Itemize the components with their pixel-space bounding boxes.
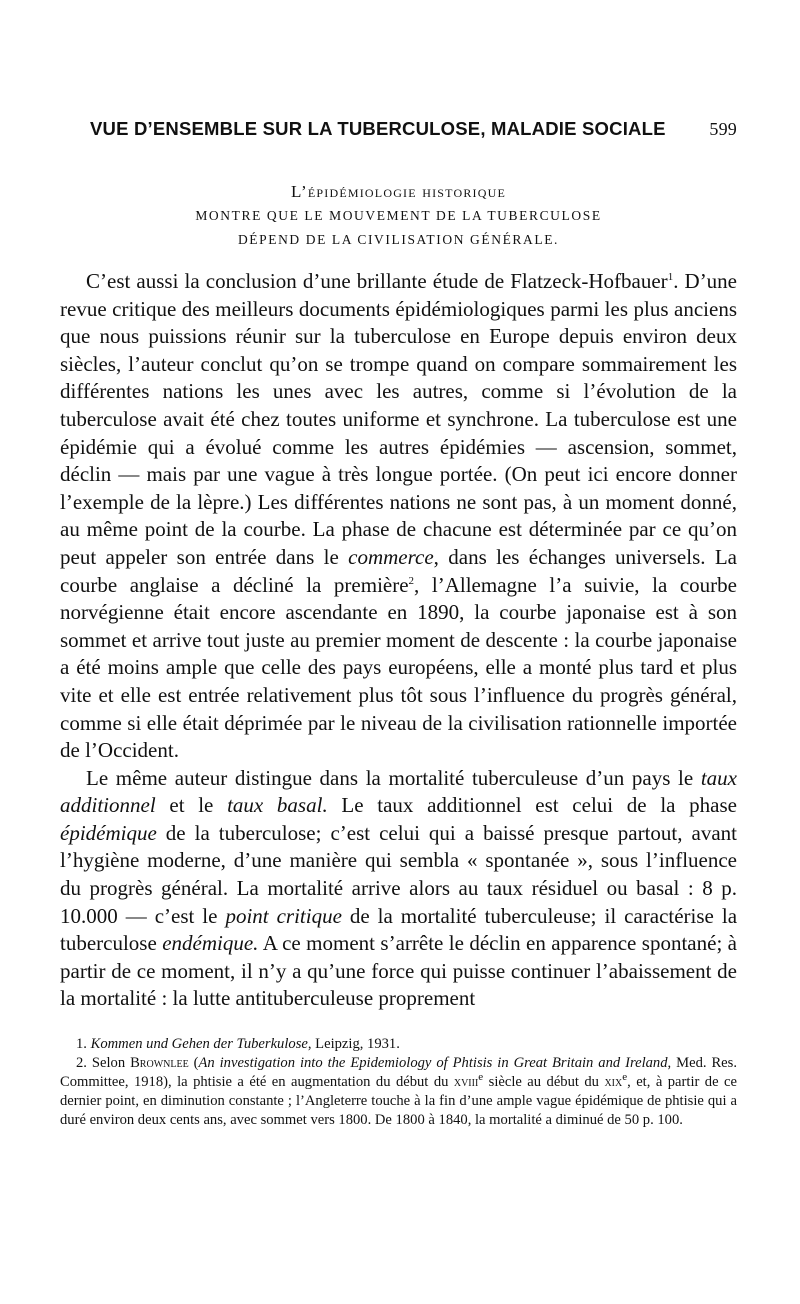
footnote-2-title: An investigation into the Epidemiology of Phtisis in Great Britain and Ireland [198,1055,668,1072]
paragraph-2-text-f: A ce moment s’arrête le déclin en apparence spontané; à partir de ce moment, il n’y a qu’une force qui puisse continuer l’abaissement de la mortalité : la lutte antituberculeuse proprement [60,931,738,1011]
emphasis-epidemique: épidémique [60,820,157,845]
section-heading [60,180,737,252]
emphasis-taux-additionnel: taux additionnel [60,765,737,818]
paragraph-1-text-c: , dans les échanges universels. La courbe anglaise a décliné la première [60,544,737,597]
emphasis-commerce: commerce [348,544,434,569]
footnote-ref-2: 2 [408,574,415,587]
footnote-1-title: Kommen und Gehen der Tuberkulose [90,1036,308,1053]
footnote-1-number: 1. [76,1036,87,1053]
paragraph-1 [60,268,737,765]
footnote-2-text-e: , et, à partir de ce dernier point, en diminution constante ; l’Angleterre touche à la fin d’une ample vague épidémique de phtisie qui a duré environ deux cents ans, avec sommet vers 1800. De 1800 à 1840, la mortalité a diminué de 50 p. 100. [60,1074,737,1129]
footnotes [60,1035,737,1130]
paragraph-2 [60,765,737,1013]
footnote-2-text-c: , Med. Res. Committee, 1918), la phtisie a été en augmentation du début du [60,1055,737,1091]
footnote-2-century-2-sup: e [622,1071,628,1084]
footnote-2 [60,1054,737,1130]
paragraph-1-text-b: . D’une revue critique des meilleurs documents épidémiologiques parmi les plus anciens que nous puissions réunir sur la tuberculose en Europe depuis environ deux siècles, l’auteur conclut qu’on se trompe quand on compare sommairement les différentes nations les unes avec les autres, comme si l’évolution de la tuberculose avait été chez toutes uniforme et synchrone. La tuberculose est une épidémie qui a évolué comme les autres épidémies — ascension, sommet, déclin — mais par une vague à très longue portée. (On peut ici encore donner l’exemple de la lèpre.) Les différentes nations ne sont pas, à un moment donné, au même point de la courbe. La phase de chacune est déterminée par ce qu’on peut appeler son entrée dans le [60,269,738,569]
paragraph-2-text-a: Le même auteur distingue dans la mortalité tuberculeuse d’un pays le [86,765,701,790]
footnote-2-text-a: Selon [86,1055,131,1072]
emphasis-endemique: endémique. [162,931,259,956]
section-heading-line-3: DÉPEND DE LA CIVILISATION GÉNÉRALE. [237,232,560,247]
paragraph-1-text-d: , l’Allemagne l’a suivie, la courbe norvégienne était encore ascendante en 1890, la courbe japonaise est à son sommet et arrive tout juste au premier moment de descente : la courbe japonaise a été moins ample que celle des pays européens, elle a monté plus tard et plus vite et elle est entrée relativement plus tôt sous l’influence du progrès général, comme si elle était déprimée par le niveau de la civilisation rationnelle importée de l’Occident. [60,572,737,763]
footnote-ref-1: 1 [667,271,674,283]
page [60,118,737,1130]
footnote-1-text: , Leipzig, 1931. [307,1036,400,1053]
body-text [60,268,737,1013]
paragraph-2-text-b: et le [155,793,228,818]
footnote-2-author: Brownlee [130,1055,189,1072]
running-head [90,118,737,140]
emphasis-taux-basal: taux basal. [227,793,328,818]
paragraph-2-text-d: de la tuberculose; c’est celui qui a baissé presque partout, avant l’hygiène moderne, d’une manière qui sembla « spontanée », sous l’influence du progrès général. La mortalité arrive alors au taux résiduel ou basal : 8 p. 10.000 — c’est le [60,820,737,928]
emphasis-point-critique: point critique [225,903,342,928]
running-title: VUE D’ENSEMBLE SUR LA TUBERCULOSE, MALADIE SOCIALE [90,118,666,139]
footnote-2-century-1: xviii [453,1074,479,1091]
footnote-2-text-b: ( [188,1055,199,1072]
footnote-2-century-1-sup: e [478,1071,484,1084]
section-heading-line-1: L’épidémiologie historique [290,182,507,201]
footnote-2-text-d: siècle au début du [483,1074,605,1091]
section-heading-line-2: MONTRE QUE LE MOUVEMENT DE LA TUBERCULOSE [195,208,602,223]
paragraph-2-text-c: Le taux additionnel est celui de la phase [327,793,737,818]
footnote-2-century-2: xix [604,1074,623,1091]
paragraph-1-text-a: C’est aussi la conclusion d’une brillante étude de Flatzeck-Hofbauer [86,269,668,293]
footnote-1 [60,1035,737,1054]
page-number: 599 [709,119,737,139]
paragraph-2-text-e: de la mortalité tuberculeuse; il caractérise la tuberculose [60,903,738,956]
footnote-2-number: 2. [76,1055,87,1072]
